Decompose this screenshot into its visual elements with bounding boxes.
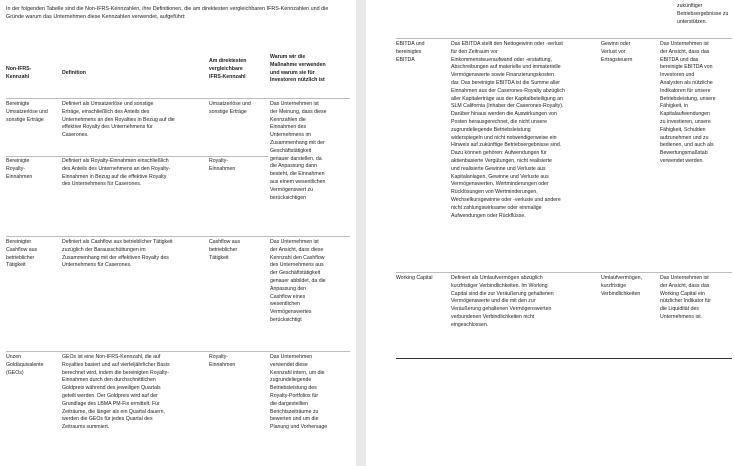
document-page-right xyxy=(366,0,734,466)
continued-why-text: zukünftiger Betriebsergebnisse zu unterstützen. xyxy=(677,3,729,25)
table-row xyxy=(6,156,350,236)
row-why: Das Unternehmen ist der Meinung, dass diese Kennzahlen die Einnahmen des Unternehmens im Zusammenhang mit der Geschäftstätigkeit genauer darstellen, da die Anpassung dann besteht, die Einnahmen aus einem wesentlichen Vermögenswert zu berücksichtigen xyxy=(270,101,327,201)
header-definition: Definition xyxy=(62,70,86,76)
row-definition: Definiert als Umsatzerlöse und sonstige Erträge, einschließlich des Anteils des Unternehmens an den Royalties in Bezug auf die effektive Royalty des Unternehmens für Caserones. xyxy=(62,101,175,139)
row-ifrs: Royalty- Einnahmen xyxy=(209,354,236,368)
row-definition: Das EBITDA stellt den Nettogewinn oder -verlust für den Zeitraum vor Einkommensteueraufwand oder -erstattung, Abschreibungen auf materielle und immaterielle Vermögenswerte sowie Finanzierungskosten dar. Das bereinigte EBITDA ist die Summe aller Einnahmen aus der Caserones-Royalty abzüglich aller Kapitalerträge aus der Kapitalbeteiligung an SLM California (Inhaber der Caserones-Royalty). Darüber hinaus werden die Auswirkungen von Posten herausgerechnet, die nicht unsere zugrundeliegende Betriebsleistung widerspiegeln und nicht notwendigerweise ein Hinweis auf zukünftige Betriebsergebnisse sind. Dazu können gehören: Aufwendungen für aktienbasierte Vergütungen, nicht realisierte und realisierte Gewinne und Verluste aus Kapitalanlagen, Gewinne und Verluste aus Vermögenswerten, Wertminderungen oder Rücklösungen von Wertminderungen, Wechselkursgewinne oder -verluste und andere nicht zahlungswirksame oder einmalige Aufwendungen oder Rückflüsse. xyxy=(451,41,565,219)
row-name: Unzen Goldäquivalente (GEOs) xyxy=(6,354,44,376)
table-row xyxy=(396,38,732,271)
header-ifrs: Am direktesten vergleichbare IFRS-Kennzahl xyxy=(209,58,247,80)
row-name: Bereinigte Royalty- Einnahmen xyxy=(6,158,33,180)
table-row xyxy=(6,236,350,352)
table-header-row xyxy=(6,48,350,96)
row-definition: GEOs ist eine Non-IFRS-Kennzahl, die auf Royalties basiert und auf vierteljährlicher Basis berechnet wird, indem die bereinigten Royalty- Einnahmen durch den durchschnittlichen Goldpreis während des jeweiligen Quartals geteilt werden. Der Goldpreis wird auf der Grundlage des LBMA PM-Fix ermittelt. Für Zeiträume, die länger als ein Quartal dauern, werden die GEOs für jedes Quartal des Zeitraums summiert. xyxy=(62,354,170,431)
row-ifrs: Umsatzerlöse und sonstige Erträge xyxy=(209,101,251,115)
table-bottom-rule xyxy=(396,358,732,359)
row-definition: Definiert als Cashflow aus betrieblicher Tätigkeit zuzüglich der Barausschüttungen im Zusammenhang mit der effektiven Royalty des Unternehmens für Caserones. xyxy=(62,239,173,269)
document-page-left xyxy=(0,0,356,466)
row-why: Das Unternehmen ist der Ansicht, dass das Working Capital ein nützlicher Indikator für die Liquidität des Unternehmens ist. xyxy=(660,275,712,320)
row-name: Bereinigte Umsatzerlöse und sonstige Erträge xyxy=(6,101,48,123)
row-name: Bereinigter Cashflow aus betrieblicher Tätigkeit xyxy=(6,239,38,269)
non-ifrs-table-right xyxy=(396,38,732,368)
row-name: EBITDA und bereinigtes EBITDA xyxy=(396,41,425,63)
row-ifrs: Royalty- Einnahmen xyxy=(209,158,236,172)
intro-paragraph: In der folgenden Tabelle sind die Non-IFRS-Kennzahlen, ihre Definitionen, die am direktesten vergleichbaren IFRS-Kennzahlen und die Gründe warum das Unternehmen diese Kennzahlen verwendet, aufgeführt: xyxy=(6,6,329,21)
row-ifrs: Umlaufvermögen, kurzfristige Verbindlichkeiten xyxy=(601,275,642,297)
row-ifrs: Gewinn oder Verlust vor Ertragsteuern xyxy=(601,41,633,63)
header-why: Warum wir die Maßnahme verwenden und warum sie für Investoren nützlich ist xyxy=(270,54,326,84)
non-ifrs-table-left xyxy=(6,48,350,466)
row-name: Working Capital xyxy=(396,275,433,281)
table-row xyxy=(396,272,732,355)
row-definition: Definiert als Umlaufvermögen abzüglich kurzfristiger Verbindlichkeiten. Im Working Capital sind die zur Veräußerung gehaltenen Vermögenswerte und die mit den zur Veräußerung gehaltenen Vermögenswerten verbundenen Verbindlichkeiten nicht eingeschlossen. xyxy=(451,275,554,328)
table-row xyxy=(6,351,350,466)
row-why: Das Unternehmen ist der Ansicht, dass diese Kennzahl den Cashflow des Unternehmens aus der Geschäftstätigkeit genauer abbildet, da die Anpassung den Cashflow eines wesentlichen Vermögenswertes berücksichtigt xyxy=(270,239,326,323)
row-why: Das Unternehmen ist der Ansicht, dass das EBITDA und das bereinigte EBITDA von Investoren und Analysten als nützliche Indikatoren für unsere Betriebsleistung, unsere Fähigkeit, in Kapitalaufwendungen zu investieren, unsere Fähigkeit, Schulden aufzunehmen und zu bedienen, und auch als Bewertungsmaßstab verwendet werden. xyxy=(660,41,716,164)
row-why: Das Unternehmen verwendet diese Kennzahl intern, um die zugrundeliegende Betriebsleistung des Royalty-Portfolios für die dargestellten Berichtszeiträume zu bewerten und um die Planung und Vorhersage xyxy=(270,354,328,431)
row-definition: Definiert als Royalty-Einnahmen einschließlich des Anteils des Unternehmens an den Royalty- Einnahmen in Bezug auf die effektive Royalty des Unternehmens für Caserones. xyxy=(62,158,171,188)
row-ifrs: Cashflow aus betrieblicher Tätigkeit xyxy=(209,239,241,261)
header-non-ifrs: Non-IFRS- Kennzahl xyxy=(6,66,32,80)
